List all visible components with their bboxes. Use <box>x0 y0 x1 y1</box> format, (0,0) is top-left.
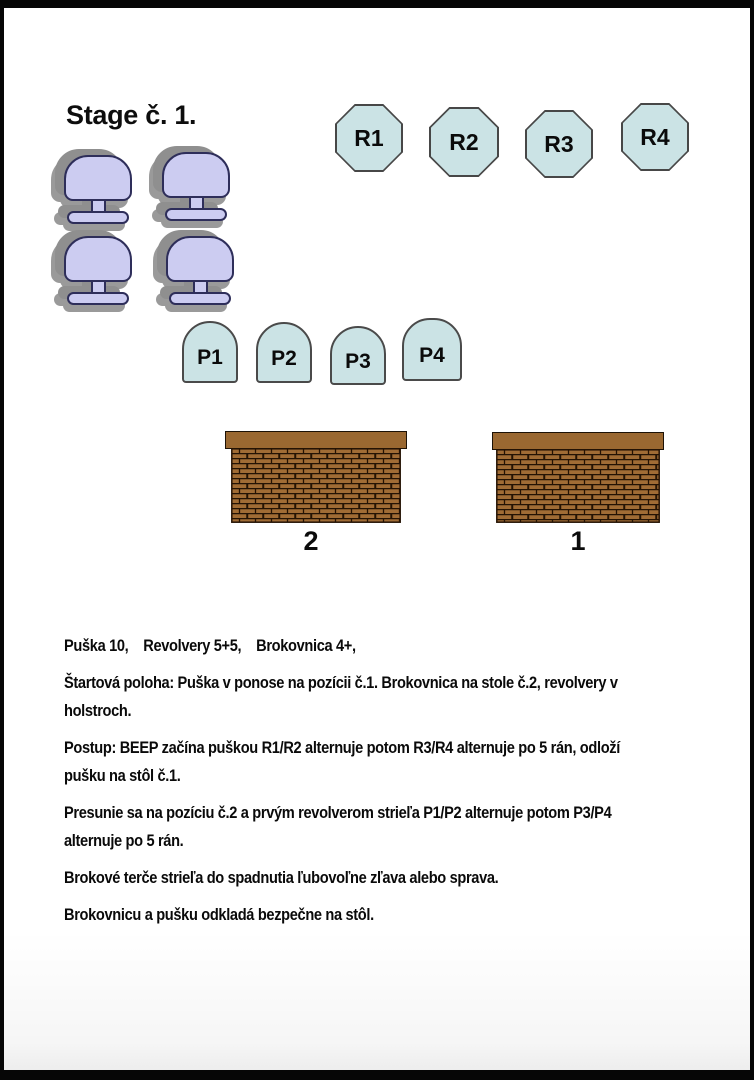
plate-base <box>169 292 231 305</box>
text-line: Puška 10, Revolvery 5+5, Brokovnica 4+, <box>64 636 356 655</box>
plate-head <box>64 155 132 201</box>
steel-plate-icon <box>162 152 230 221</box>
table-1-number: 1 <box>570 526 586 556</box>
plate-base <box>165 208 227 221</box>
safety-paragraph <box>64 901 718 929</box>
text-line: Postup: BEEP začína puškou R1/R2 alternuje potom R3/R4 alternuje po 5 rán, odloží <box>64 738 620 757</box>
plate-neck <box>91 201 106 211</box>
procedure-paragraph <box>64 734 718 790</box>
target-label: P4 <box>419 343 445 367</box>
text-line: Brokové terče strieľa do spadnutia ľubovoľne zľava alebo sprava. <box>64 868 499 887</box>
pistol-target-p2 <box>256 322 312 383</box>
plate-head <box>64 236 132 282</box>
rifle-target-r4 <box>621 103 689 171</box>
plate-neck <box>193 282 208 292</box>
equipment-line <box>64 632 718 660</box>
target-label: R3 <box>544 130 574 157</box>
pistol-target-p3 <box>330 326 386 385</box>
rifle-target-r2 <box>429 107 499 177</box>
plate-base <box>67 292 129 305</box>
text-line: holstroch. <box>64 701 132 720</box>
target-label: R1 <box>354 124 384 151</box>
start-position-paragraph <box>64 669 718 725</box>
target-label: R4 <box>640 123 670 150</box>
table-2-number: 2 <box>303 526 319 556</box>
steel-plate-icon <box>166 236 234 305</box>
pistol-target-p1 <box>182 321 238 383</box>
rifle-target-r1 <box>335 104 403 172</box>
text-line: alternuje po 5 rán. <box>64 831 184 850</box>
table-1-top <box>492 432 664 450</box>
target-label: R2 <box>449 128 479 155</box>
steel-plate-icon <box>64 155 132 224</box>
text-line: pušku na stôl č.1. <box>64 766 181 785</box>
plate-base <box>67 211 129 224</box>
text-line: Brokovnicu a pušku odkladá bezpečne na stôl. <box>64 905 374 924</box>
pistol-target-p4 <box>402 318 462 381</box>
plate-neck <box>91 282 106 292</box>
rifle-target-r3 <box>525 110 593 178</box>
shotgun-targets-paragraph <box>64 864 718 892</box>
plate-neck <box>189 198 204 208</box>
target-label: P2 <box>271 346 297 370</box>
target-label: P1 <box>197 346 223 369</box>
table-1-brick-wall-icon <box>496 449 660 523</box>
stage-briefing <box>64 632 718 938</box>
plate-head <box>166 236 234 282</box>
plate-head <box>162 152 230 198</box>
movement-paragraph <box>64 799 718 855</box>
text-line: Štartová poloha: Puška v ponose na pozícii č.1. Brokovnica na stole č.2, revolvery v <box>64 673 618 692</box>
document-page <box>4 8 750 1070</box>
table-2-brick-wall-icon <box>231 448 401 523</box>
page-title: Stage č. 1. <box>66 100 197 130</box>
text-line: Presunie sa na pozíciu č.2 a prvým revolverom strieľa P1/P2 alternuje potom P3/P4 <box>64 803 612 822</box>
target-label: P3 <box>345 349 371 373</box>
steel-plate-icon <box>64 236 132 305</box>
table-2-top <box>225 431 407 449</box>
